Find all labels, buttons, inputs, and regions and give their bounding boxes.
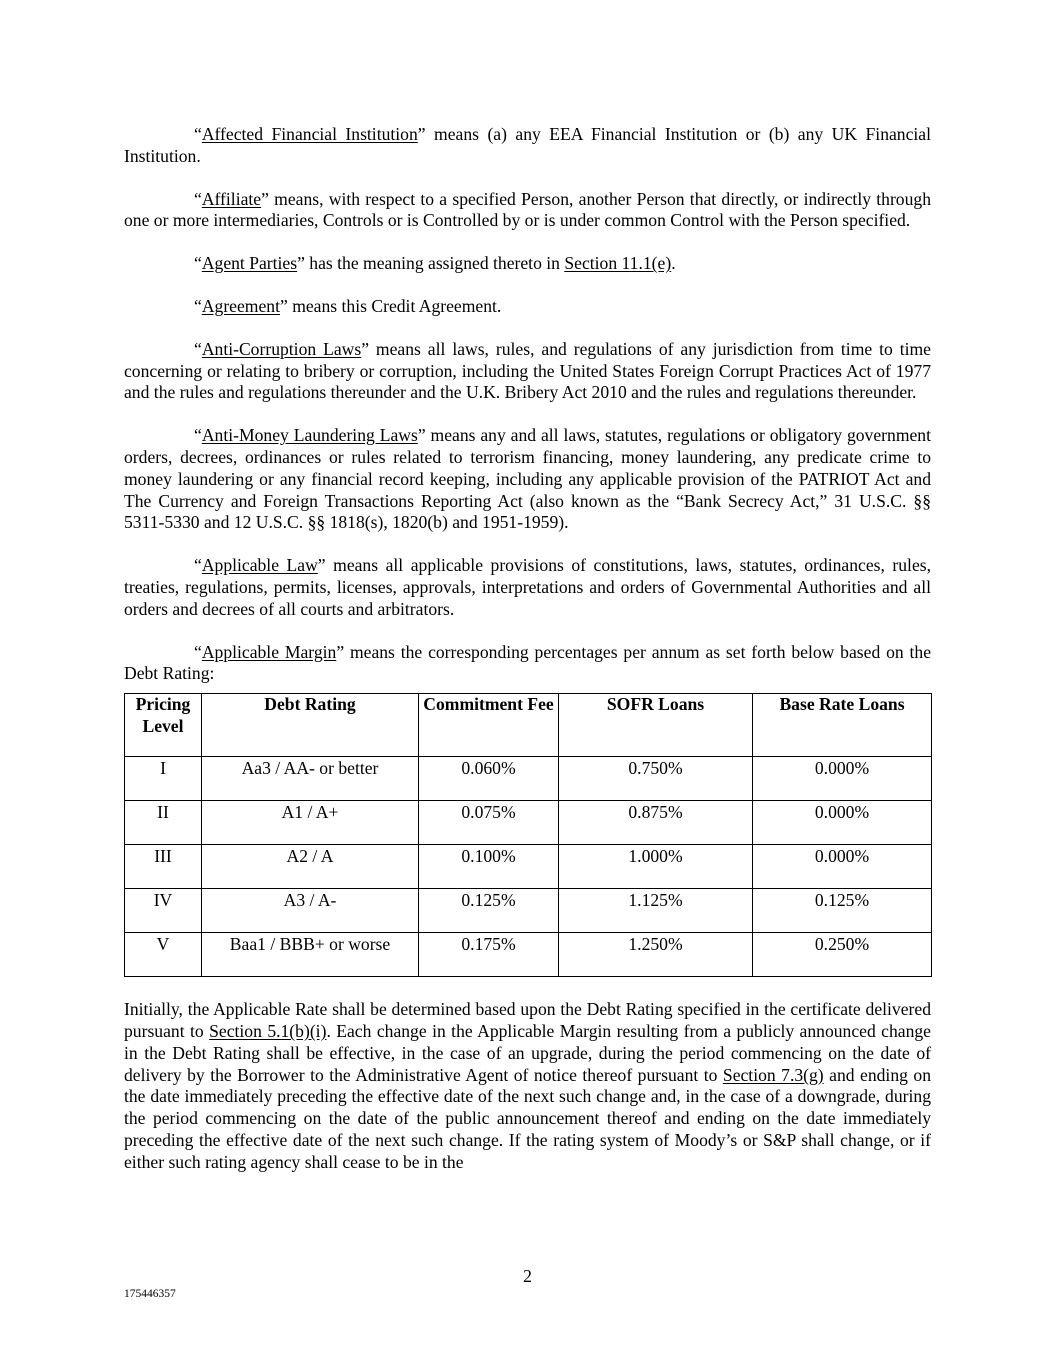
column-header: SOFR Loans bbox=[559, 694, 753, 757]
table-cell: 1.250% bbox=[559, 933, 753, 977]
table-cell: Aa3 / AA- or better bbox=[202, 757, 419, 801]
table-cell: 1.125% bbox=[559, 889, 753, 933]
table-cell: 0.125% bbox=[753, 889, 932, 933]
table-header-row bbox=[125, 694, 932, 757]
table-row bbox=[125, 889, 932, 933]
section-reference: Section 5.1(b)(i) bbox=[209, 1020, 327, 1041]
page-number: 2 bbox=[523, 1266, 532, 1286]
pricing-table bbox=[124, 693, 932, 977]
definition-applicable-law: “Applicable Law” means all applicable provisions of constitutions, laws, statutes, ordinances, rules, treaties, regulations, permits, licenses, approvals, interpretations and orders of Governmental Authorities and all orders and decrees of all courts and arbitrators. bbox=[124, 555, 931, 619]
column-header: Commitment Fee bbox=[419, 694, 559, 757]
defined-term: Agreement bbox=[201, 295, 280, 316]
table-cell: 0.000% bbox=[753, 757, 932, 801]
table-cell: Baa1 / BBB+ or worse bbox=[202, 933, 419, 977]
table-cell: V bbox=[125, 933, 202, 977]
table-cell: III bbox=[125, 845, 202, 889]
column-header: Base Rate Loans bbox=[753, 694, 932, 757]
table-cell: 0.000% bbox=[753, 845, 932, 889]
table-cell: 1.000% bbox=[559, 845, 753, 889]
table-cell: IV bbox=[125, 889, 202, 933]
definition-agent-parties: “Agent Parties” has the meaning assigned thereto in Section 11.1(e). bbox=[194, 253, 676, 274]
definition-applicable-margin: “Applicable Margin” means the corresponding percentages per annum as set forth below based on the Debt Rating: bbox=[124, 641, 931, 684]
table-row bbox=[125, 933, 932, 977]
table-cell: A3 / A- bbox=[202, 889, 419, 933]
column-header: Pricing Level bbox=[125, 694, 202, 757]
table-cell: 0.750% bbox=[559, 757, 753, 801]
table-cell: 0.060% bbox=[419, 757, 559, 801]
closing-paragraph: Initially, the Applicable Rate shall be determined based upon the Debt Rating specified in the certificate delivered pursuant to Section 5.1(b)(i). Each change in the Applicable Margin resulting from a publicly announced change in the Debt Rating shall be effective, in the case of an upgrade, during the period commencing on the date of delivery by the Borrower to the Administrative Agent of notice thereof pursuant to Section 7.3(g) and ending on the date immediately preceding the effective date of the next such change and, in the case of a downgrade, during the period commencing on the date of the public announcement thereof and ending on the date immediately preceding the effective date of the next such change. If the rating system of Moody’s or S&P shall change, or if either such rating agency shall cease to be in the bbox=[124, 999, 931, 1172]
table-cell: I bbox=[125, 757, 202, 801]
defined-term: Applicable Margin bbox=[201, 641, 337, 662]
section-reference: Section 7.3(g) bbox=[722, 1064, 824, 1085]
table-cell: 0.175% bbox=[419, 933, 559, 977]
defined-term: Agent Parties bbox=[201, 253, 298, 274]
defined-term: Applicable Law bbox=[201, 555, 318, 576]
table-cell: 0.125% bbox=[419, 889, 559, 933]
defined-term: Affiliate bbox=[201, 188, 262, 209]
table-cell: II bbox=[125, 801, 202, 845]
section-reference: Section 11.1(e) bbox=[564, 253, 672, 274]
table-cell: 0.875% bbox=[559, 801, 753, 845]
defined-term: Anti-Money Laundering Laws bbox=[201, 425, 418, 446]
column-header: Debt Rating bbox=[202, 694, 419, 757]
definition-anti-corruption-laws: “Anti-Corruption Laws” means all laws, rules, and regulations of any jurisdiction from time to time concerning or relating to bribery or corruption, including the United States Foreign Corrupt Practices Act of 1977 and the rules and regulations thereunder and the U.K. Bribery Act 2010 and the rules and regulations thereunder. bbox=[124, 338, 931, 403]
definition-affected-financial-institution: “Affected Financial Institution” means (a) any EEA Financial Institution or (b) any UK Financial Institution. bbox=[124, 124, 931, 166]
defined-term: Affected Financial Institution bbox=[201, 124, 418, 144]
table-row bbox=[125, 801, 932, 845]
table-cell: A2 / A bbox=[202, 845, 419, 889]
table-cell: 0.000% bbox=[753, 801, 932, 845]
table-cell: 0.075% bbox=[419, 801, 559, 845]
table-cell: 0.250% bbox=[753, 933, 932, 977]
document-id: 175446357 bbox=[124, 1288, 176, 1300]
definition-anti-money-laundering-laws: “Anti-Money Laundering Laws” means any and all laws, statutes, regulations or obligatory government orders, decrees, ordinances or rules related to terrorism financing, money laundering, any predicate crime to money laundering or any financial record keeping, including any applicable provision of the PATRIOT Act and The Currency and Foreign Transactions Reporting Act (also known as the “Bank Secrecy Act,” 31 U.S.C. §§ 5311-5330 and 12 U.S.C. §§ 1818(s), 1820(b) and 1951-1959). bbox=[124, 425, 931, 533]
table-cell: A1 / A+ bbox=[202, 801, 419, 845]
defined-term: Anti-Corruption Laws bbox=[201, 338, 362, 359]
definition-affiliate: “Affiliate” means, with respect to a specified Person, another Person that directly, or indirectly through one or more intermediaries, Controls or is Controlled by or is under common Control with the Person specified. bbox=[124, 188, 931, 231]
table-cell: 0.100% bbox=[419, 845, 559, 889]
table-row bbox=[125, 845, 932, 889]
table-row bbox=[125, 757, 932, 801]
document-page bbox=[124, 124, 931, 1195]
definition-agreement: “Agreement” means this Credit Agreement. bbox=[194, 295, 502, 316]
